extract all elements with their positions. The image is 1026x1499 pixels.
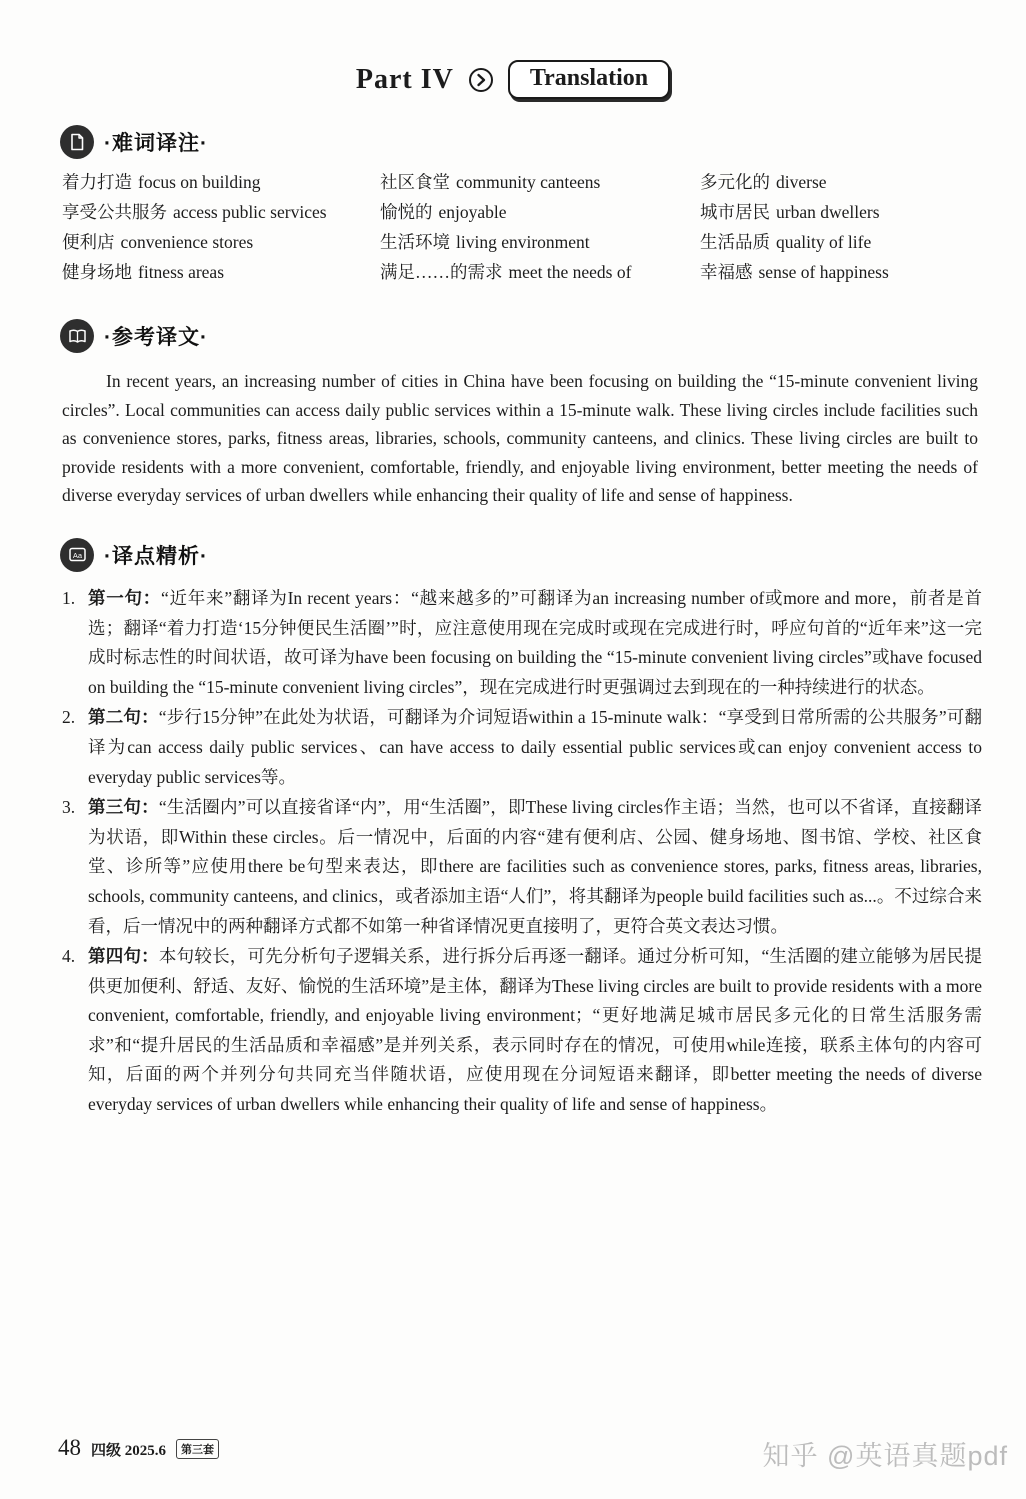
svg-text:Aa: Aa — [72, 551, 82, 561]
vocab-entry: 幸福感 sense of happiness — [700, 262, 889, 282]
item-number: 4. — [62, 946, 76, 967]
analysis-item-3 — [62, 793, 982, 941]
item-label: 第三句： — [88, 797, 159, 818]
part-label: Part IV — [355, 63, 454, 95]
vocab-entry: 社区食堂 community canteens — [380, 172, 601, 192]
analysis-item-4 — [62, 942, 982, 1120]
page-header — [0, 0, 1026, 99]
item-label: 第四句： — [88, 946, 159, 967]
set-tag: 第三套 — [176, 1439, 219, 1459]
vocab-entry: 便利店 convenience stores — [62, 232, 254, 252]
item-number: 1. — [62, 587, 76, 608]
vocab-entry: 多元化的 diverse — [700, 172, 827, 192]
analysis-section-header — [60, 538, 1026, 572]
item-text: “近年来”翻译为In recent years：“越来越多的”可翻译为an increasing number of或more and more，前者是首选；翻译“着力打造‘15分钟便民生活圈’”时，应注意使用现在完成时或现在完成进行时，呼应句首的“近年来”这一完成时标志性的时间状语，故可译为have been focusing on building the “15-minute convenient living circles”或have focused on building the “15-minute convenient living circles”，现在完成进行时更强调过去到现在的一种持续进行的状态。 — [88, 587, 983, 697]
vocab-entry: 愉悦的 enjoyable — [380, 202, 507, 222]
vocab-entry: 生活环境 living environment — [380, 232, 590, 252]
analysis-item-2 — [62, 703, 982, 792]
watermark: 知乎 @英语真题pdf — [762, 1441, 1008, 1471]
item-text: 本句较长，可先分析句子逻辑关系，进行拆分后再逐一翻译。通过分析可知，“生活圈的建立能够为居民提供更加便利、舒适、友好、愉悦的生活环境”是主体，翻译为These living circles are built to provide residents with a more convenient, comfortable, friendly, and enjoyable living environment；“更好地满足城市居民多元化的日常生活服务需求”和“提升居民的生活品质和幸福感”是并列关系，表示同时存在的情况，可使用while连接，联系主体句的内容可知，后面的两个并列分句共同充当伴随状语，应使用现在分词短语来翻译，即better meeting the needs of diverse everyday services of urban dwellers while enhancing their quality of life and sense of happiness。 — [88, 946, 983, 1115]
vocab-section-title: ·难词译注· — [104, 132, 208, 155]
item-label: 第一句： — [88, 587, 162, 608]
vocab-list — [62, 169, 972, 289]
document-icon — [60, 125, 94, 159]
arrow-circle-icon — [468, 67, 494, 93]
vocab-entry: 享受公共服务 access public services — [62, 202, 327, 222]
analysis-item-1 — [62, 584, 982, 702]
vocab-entry: 城市居民 urban dwellers — [700, 202, 880, 222]
vocab-entry: 生活品质 quality of life — [700, 232, 872, 252]
vocab-section-header — [60, 125, 1026, 159]
item-text: “生活圈内”可以直接省译“内”，用“生活圈”，即These living circles作主语；当然，也可以不省译，直接翻译为状语，即Within these circles。后一情况中，后面的内容“建有便利店、公园、健身场地、图书馆、学校、社区食堂、诊所等”应使用there be句型来表达，即there are facilities such as convenience stores, parks, fitness areas, libraries, schools, community canteens, and clinics，或者添加主语“人们”，将其翻译为people build facilities such as...。不过综合来看，后一情况中的两种翻译方式都不如第一种省译情况更直接明了，更符合英文表达习惯。 — [88, 797, 983, 936]
analysis-list — [62, 584, 982, 1120]
page-footer — [58, 1435, 219, 1461]
translation-section-title: ·参考译文· — [104, 326, 208, 349]
book-label: 四级 2025.6 — [91, 1443, 167, 1459]
open-book-icon — [60, 319, 94, 353]
page-number: 48 — [58, 1435, 81, 1460]
item-number: 2. — [62, 707, 76, 728]
translation-section-header — [60, 319, 1026, 353]
vocab-entry: 着力打造 focus on building — [62, 172, 261, 192]
reference-translation: In recent years, an increasing number of cities in China have been focusing on building the “15-minute convenient living circles”. Local communities can access daily public services within a 15-minute walk. These living circles include facilities such as convenience stores, parks, fitness areas, libraries, schools, community canteens, and clinics. These living circles are built to provide residents with a more convenient, comfortable, friendly, and enjoyable living environment, better meeting the needs of diverse everyday services of urban dwellers while enhancing their quality of life and sense of happiness. — [62, 371, 978, 506]
item-label: 第二句： — [88, 707, 159, 728]
item-text: “步行15分钟”在此处为状语，可翻译为介词短语within a 15-minute walk：“享受到日常所需的公共服务”可翻译为can access daily public services、can have access to daily essential public services或can enjoy convenient access to everyday public services等。 — [88, 707, 983, 787]
analysis-section-title: ·译点精析· — [104, 544, 208, 568]
item-number: 3. — [62, 797, 76, 818]
vocab-entry: 满足……的需求 meet the needs of — [380, 262, 632, 282]
part-title: Translation — [508, 60, 670, 99]
text-card-icon — [60, 538, 94, 572]
vocab-entry: 健身场地 fitness areas — [62, 262, 225, 282]
